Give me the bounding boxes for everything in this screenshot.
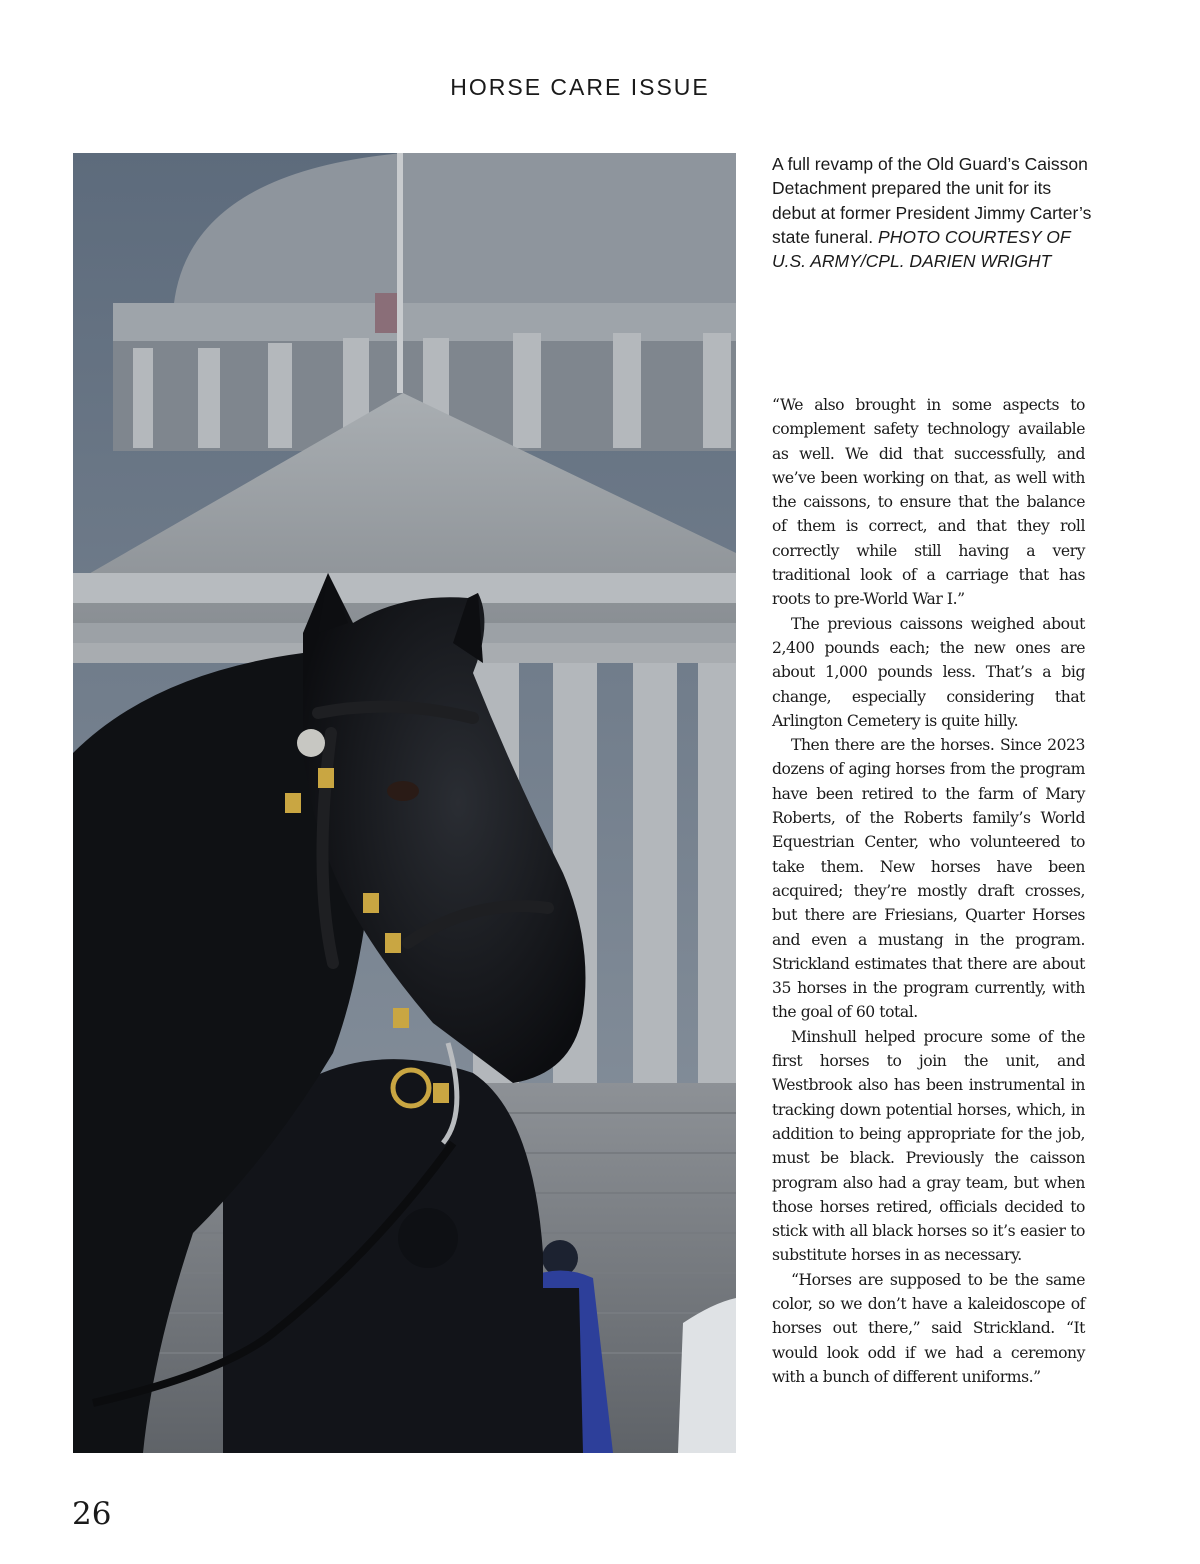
- photo-credit: PHOTO COURTESY OF U.S. ARMY/CPL. DARIEN WRIGHT: [772, 226, 1071, 272]
- article-paragraph: The previous caissons weighed about 2,400 pounds each; the new ones are about 1,000 pounds less. That’s a big change, especially considering that Arlington Cemetery is quite hilly.: [772, 614, 1085, 730]
- article-paragraph: “We also brought in some aspects to complement safety technology available as well. We did that successfully, and we’ve been working on that, as well with the caissons, to ensure that the balance of them is correct, and that they roll correctly while still having a very traditional look of a carriage that has roots to pre-World War I.”: [772, 396, 1085, 609]
- article-paragraph: Minshull helped procure some of the first horses to join the unit, and Westbrook also has been instrumental in tracking down potential horses, which, in addition to being appropriate for the job, must be black. Previously the caisson program also had a gray team, but when those horses retired, officials decided to stick with all black horses so it’s easier to substitute horses in as necessary.: [772, 1027, 1085, 1265]
- photo-caption: [772, 152, 1092, 273]
- article-paragraph: “Horses are supposed to be the same color, so we don’t have a kaleidoscope of horses out there,” said Strickland. “It would look odd if we had a ceremony with a bunch of different uniforms.”: [772, 1270, 1085, 1386]
- page-number: 26: [72, 1496, 112, 1532]
- section-header: HORSE CARE ISSUE: [450, 74, 710, 100]
- article-body: [772, 393, 1085, 1389]
- article-paragraph: Then there are the horses. Since 2023 dozens of aging horses from the program have been retired to the farm of Mary Roberts, of the Roberts family’s World Equestrian Center, who volunteered to take them. New horses have been acquired; they’re mostly draft crosses, but there are Friesians, Quarter Horses and even a mustang in the program. Strickland estimates that there are about 35 horses in the program currently, with the goal of 60 total.: [772, 736, 1085, 1022]
- horse-photo: [73, 153, 736, 1453]
- caption-text: A full revamp of the Old Guard’s Caisson Detachment prepared the unit for its debut at former President Jimmy Carter’s state funeral.: [772, 154, 1092, 247]
